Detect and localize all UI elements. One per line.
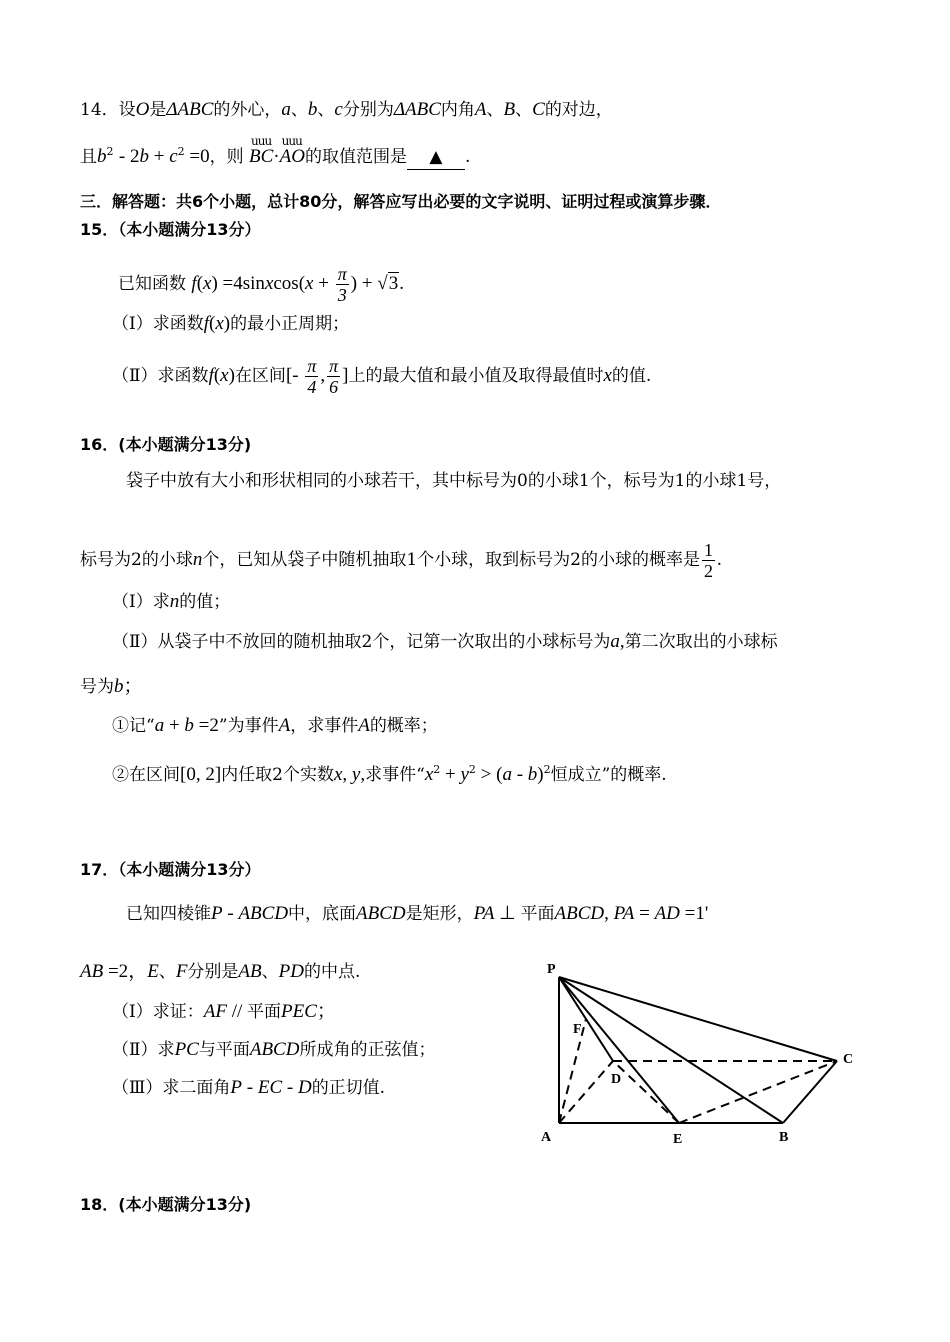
q17-part1: （Ⅰ）求证：AF // 平面PEC； — [112, 1001, 336, 1022]
q16-title: 16．(本小题满分13分) — [80, 435, 252, 454]
vector-bc: uuu BC — [249, 134, 274, 167]
fraction-pi-6: $\frac{\pi}{6}$ — [329, 356, 339, 397]
pyramid-figure — [535, 955, 865, 1145]
q17-part3: （Ⅲ）求二面角P - EC - D的正切值. — [112, 1077, 386, 1098]
q14-line2: 且$b^2 - 2b + c^2 =0$，则 uuu BC· uuu AO的取值范围是 ▲ . — [80, 140, 470, 170]
q17-title: 17．（本小题满分13分） — [80, 860, 261, 879]
fraction-one-half: $\frac{1}{2}$ — [703, 540, 713, 581]
section3-heading: 三．解答题：共6个小题，总计80分，解答应写出必要的文字说明、证明过程或演算步骤． — [80, 192, 722, 211]
label-e: E — [673, 1132, 683, 1145]
edge-pc — [559, 977, 837, 1061]
q16-sub2: ②在区间[0, 2]内任取2个实数x, y,求事件“$x^2 + y^2 > (a - b)^2$恒成立”的概率. — [112, 763, 667, 785]
q16-part2-cont: 号为b； — [80, 676, 143, 697]
q17-p1: 已知四棱锥P - ABCD中，底面ABCD是矩形，PA ⊥ 平面ABCD, PA = AD =1' — [126, 903, 709, 924]
q15-title: 15．（本小题满分13分） — [80, 220, 261, 239]
q17-p2: AB =2，E、F分别是AB、PD的中点. — [80, 961, 361, 982]
edge-bc — [783, 1061, 837, 1123]
q14-line1: 14．设O是ΔABC的外心，a、b、c分别为ΔABC内角A、B、C的对边， — [80, 99, 613, 120]
vector-ao: uuu AO — [279, 134, 305, 167]
q15-part1: （Ⅰ）求函数f(x)的最小正周期； — [112, 313, 350, 334]
answer-blank: ▲ — [407, 145, 465, 170]
edge-pb — [559, 977, 783, 1123]
label-d: D — [611, 1072, 622, 1087]
q16-p1: 袋子中放有大小和形状相同的小球若干，其中标号为0的小球1个，标号为1的小球1号， — [126, 471, 782, 491]
label-b: B — [779, 1130, 789, 1145]
q16-part1: （Ⅰ）求n的值； — [112, 591, 231, 612]
label-p: P — [547, 962, 556, 977]
q17-part2: （Ⅱ）求PC与平面ABCD所成角的正弦值； — [112, 1039, 436, 1060]
label-c: C — [843, 1052, 854, 1067]
q14-number: 14． — [80, 100, 119, 120]
label-f: F — [573, 1022, 582, 1037]
label-a: A — [541, 1130, 552, 1145]
sqrt-3: √3 — [377, 273, 399, 294]
q18-title: 18．(本小题满分13分) — [80, 1195, 252, 1214]
q15-part2: （Ⅱ）求函数f(x)在区间[- $\frac{\pi}{4}$ , $\frac{\pi}{6}$ ]上的最大值和最小值及取得最值时x的值. — [112, 356, 652, 397]
fraction-pi-3: $\frac{\pi}{3}$ — [337, 264, 347, 305]
fraction-pi-4: $\frac{\pi}{4}$ — [307, 356, 317, 397]
q16-p2: 标号为2的小球n个，已知从袋子中随机抽取1个小球，取到标号为2的小球的概率是 $\frac{1}{2}$ . — [80, 540, 722, 581]
q16-sub1: ①记“a + b =2”为事件A，求事件A的概率； — [112, 715, 438, 736]
q15-intro: 已知函数 f(x) =4sinxcos(x + $\frac{\pi}{3}$ ) + √3. — [118, 264, 404, 305]
edge-ed — [613, 1061, 679, 1123]
q16-part2: （Ⅱ）从袋子中不放回的随机抽取2个，记第一次取出的小球标号为a,第二次取出的小球标 — [112, 631, 778, 652]
